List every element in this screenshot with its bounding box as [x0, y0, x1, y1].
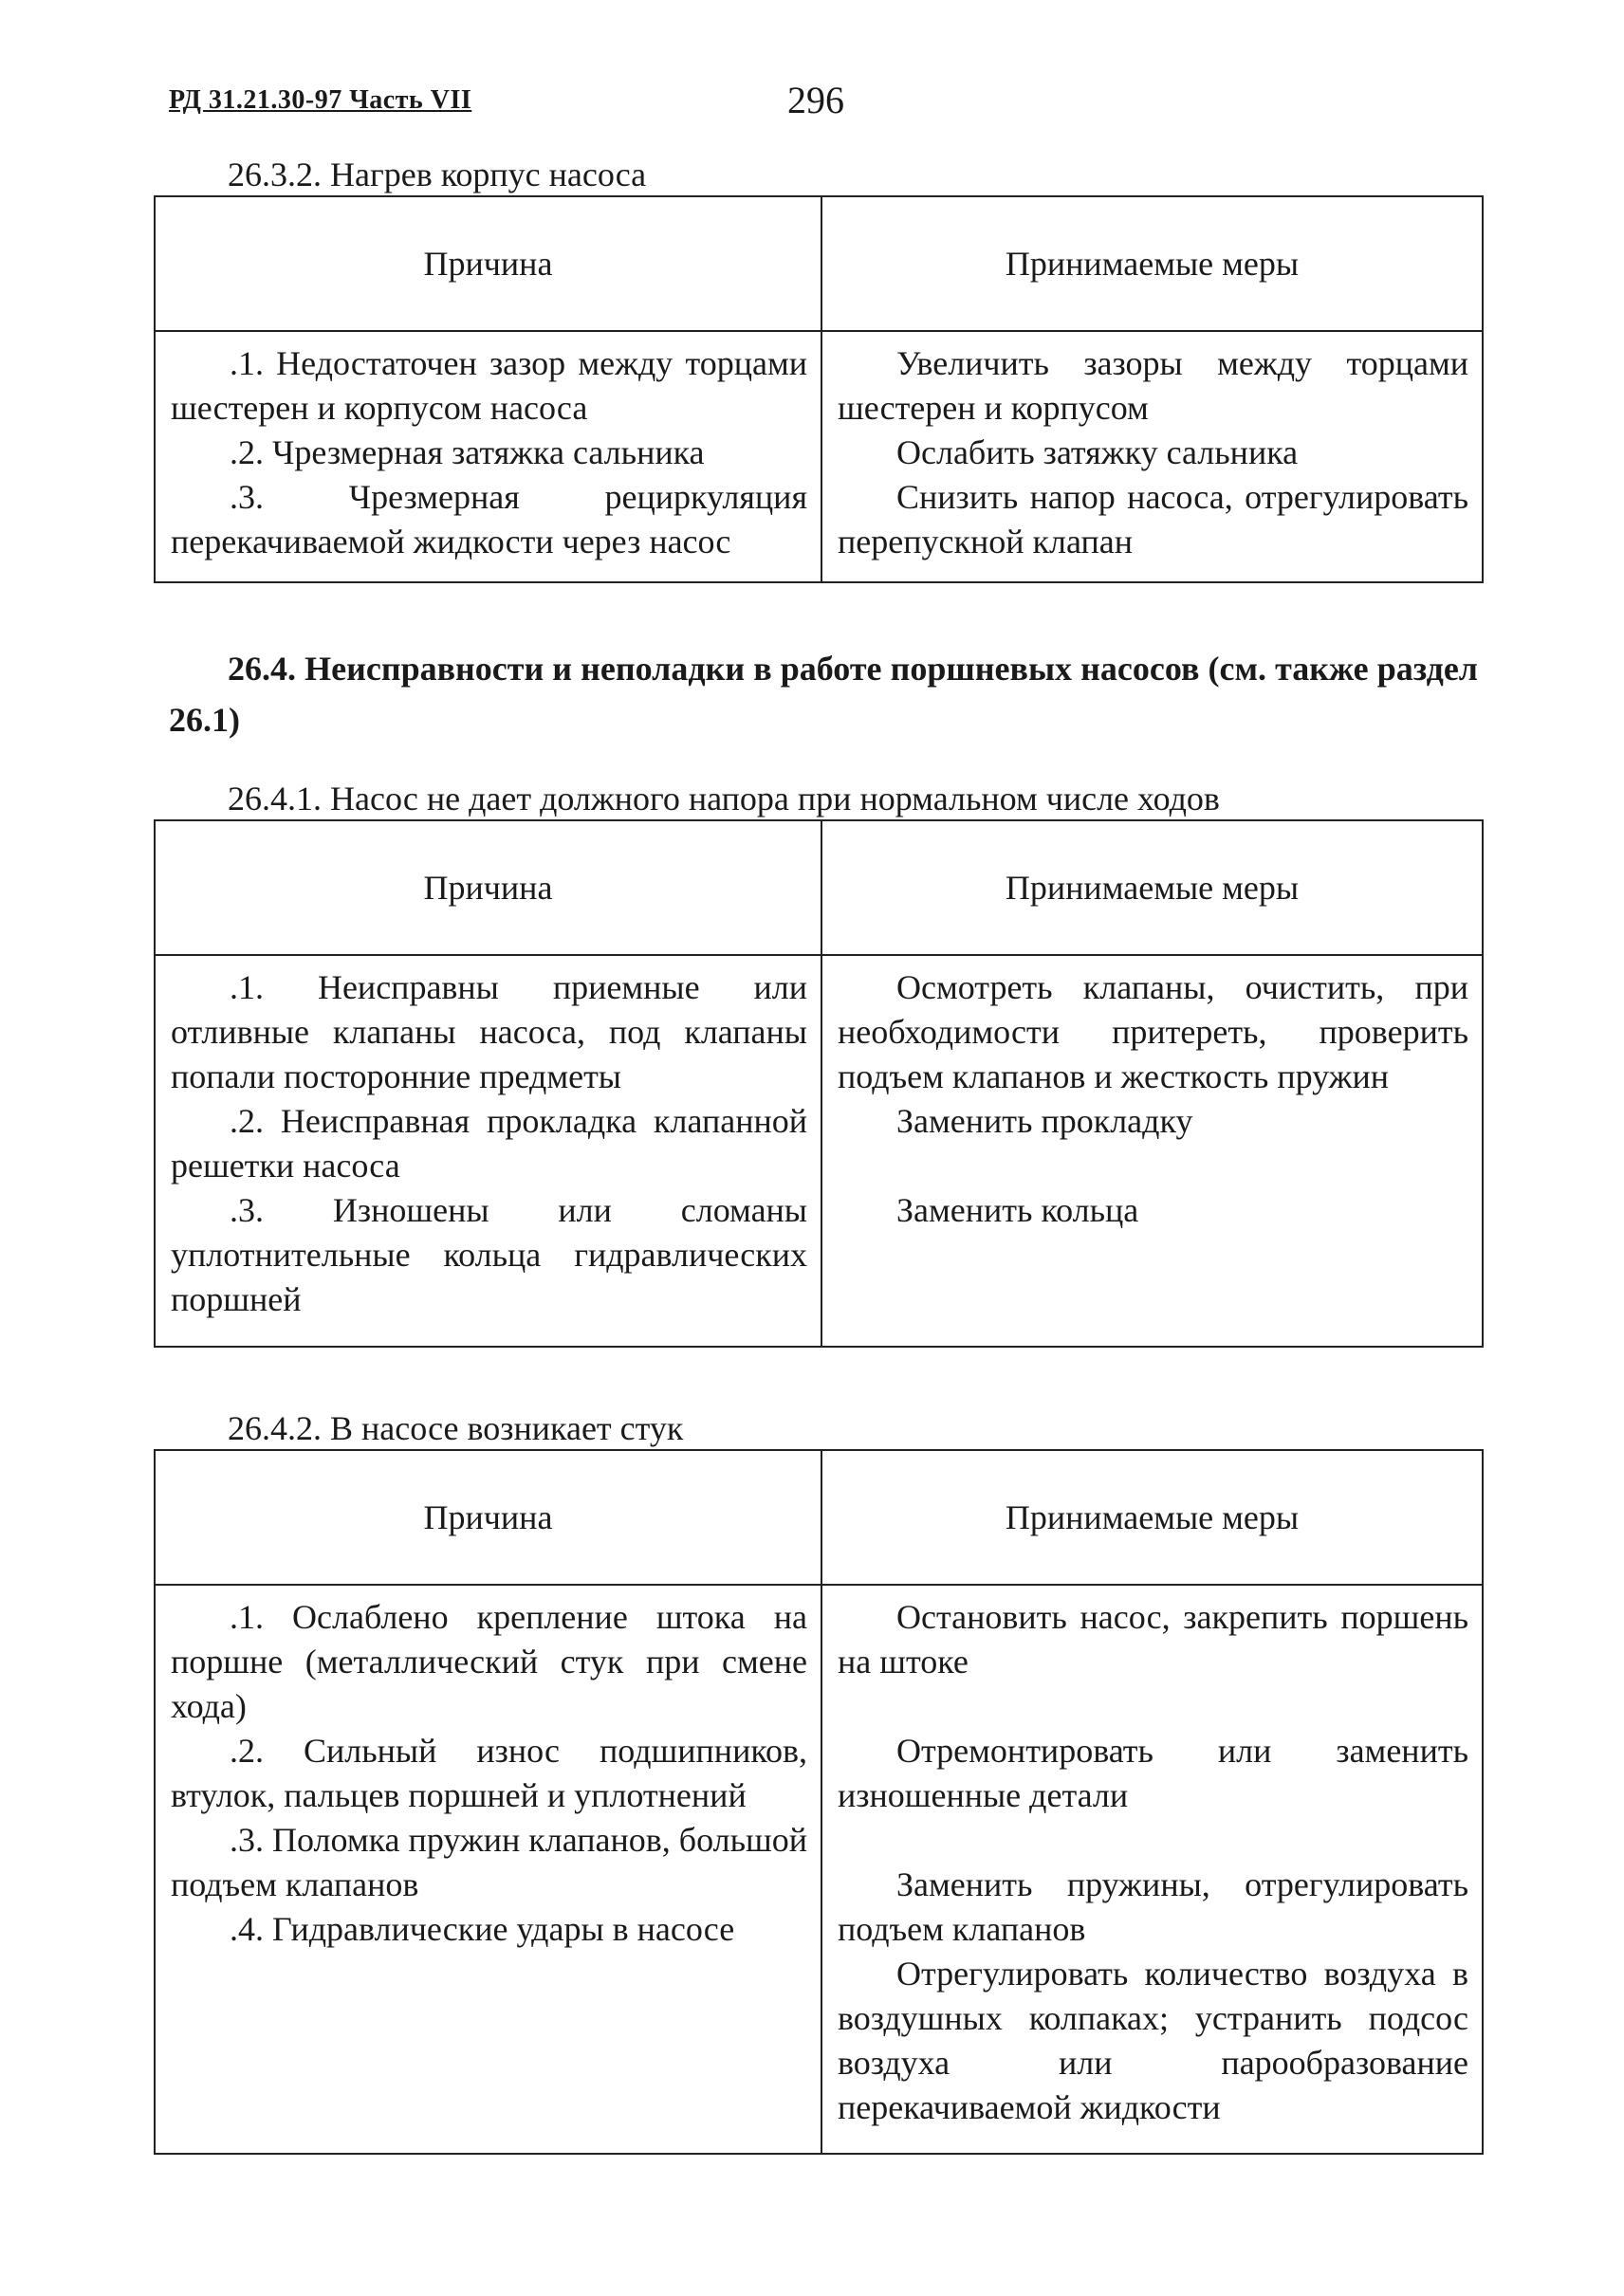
- table3-measure-2: Отремонтировать или заменить изношенные детали: [838, 1732, 1468, 1814]
- table3-measure-1: Остановить насос, закрепить поршень на штоке: [838, 1598, 1468, 1681]
- spacer: [838, 1144, 1468, 1188]
- table1-cause-3: .3. Чрезмерная рециркуляция перекачиваемой жидкости через насос: [171, 478, 807, 560]
- document-code: РД 31.21.30-97 Часть VII: [169, 85, 472, 115]
- table1-cause-1: .1. Недостаточен зазор между торцами шестерен и корпусом насоса: [171, 344, 807, 427]
- table1-header-row: [155, 196, 1483, 331]
- table2-measure-1: Осмотреть клапаны, очистить, при необходимости притереть, проверить подъем клапанов и жесткость пружин: [838, 968, 1468, 1095]
- table2-measure-3: Заменить кольца: [896, 1191, 1139, 1229]
- table2-measures-cell: [821, 955, 1483, 1347]
- table2: [154, 819, 1484, 1348]
- table3-header-row: [155, 1450, 1483, 1585]
- table3-cause-1: .1. Ослаблено крепление штока на поршне (металлический стук при смене хода): [171, 1598, 807, 1725]
- table3-cause-4: .4. Гидравлические удары в насосе: [230, 1910, 735, 1948]
- table2-col-cause: Причина: [155, 820, 821, 955]
- table3-col-measures: Принимаемые меры: [821, 1450, 1483, 1585]
- table1: [154, 195, 1484, 583]
- table1-measures-cell: [821, 331, 1483, 582]
- table1-measure-1: Увеличить зазоры между торцами шестерен и корпусом: [838, 344, 1468, 427]
- table3-col-cause: Причина: [155, 1450, 821, 1585]
- table1-caption: 26.3.2. Нагрев корпус насоса: [228, 156, 647, 193]
- table3-cause-2: .2. Сильный износ подшипников, втулок, пальцев поршней и уплотнений: [171, 1732, 807, 1814]
- table3-caption: 26.4.2. В насосе возникает стук: [228, 1409, 684, 1447]
- table3-measure-4: Отрегулировать количество воздуха в воздушных колпаках; устранить подсос воздуха или парообразование перекачиваемой жидкости: [838, 1955, 1468, 2126]
- spacer: [838, 1818, 1468, 1863]
- table3-cause-3: .3. Поломка пружин клапанов, большой подъем клапанов: [171, 1821, 807, 1903]
- table1-col-measures: Принимаемые меры: [821, 196, 1483, 331]
- table2-col-measures: Принимаемые меры: [821, 820, 1483, 955]
- table1-cause-2: .2. Чрезмерная затяжка сальника: [230, 433, 705, 471]
- table3-causes-cell: [155, 1585, 821, 2154]
- table2-causes-cell: [155, 955, 821, 1347]
- page-header: [169, 78, 1478, 125]
- table2-cause-3: .3. Изношены или сломаны уплотнительные кольца гидравлических поршней: [171, 1191, 807, 1318]
- table-row: [155, 1585, 1483, 2154]
- page-number: 296: [787, 79, 844, 121]
- table1-measure-3: Снизить напор насоса, отрегулировать перепускной клапан: [838, 478, 1468, 560]
- table-row: [155, 331, 1483, 582]
- section-heading: 26.4. Неисправности и неполадки в работе поршневых насосов (см. также раздел 26.1): [169, 650, 1478, 739]
- table2-header-row: [155, 820, 1483, 955]
- table2-cause-2: .2. Неисправная прокладка клапанной решетки насоса: [171, 1102, 807, 1185]
- table1-measure-2: Ослабить затяжку сальника: [896, 433, 1299, 471]
- table3-measures-cell: [821, 1585, 1483, 2154]
- table2-measure-2: Заменить прокладку: [896, 1102, 1193, 1140]
- table1-col-cause: Причина: [155, 196, 821, 331]
- table-row: [155, 955, 1483, 1347]
- table2-caption: 26.4.1. Насос не дает должного напора при нормальном числе ходов: [228, 780, 1220, 817]
- table2-cause-1: .1. Неисправны приемные или отливные клапаны насоса, под клапаны попали посторонние предметы: [171, 968, 807, 1095]
- table3: [154, 1449, 1484, 2155]
- table1-causes-cell: [155, 331, 821, 582]
- spacer: [838, 1684, 1468, 1729]
- table3-measure-3: Заменить пружины, отрегулировать подъем клапанов: [838, 1865, 1468, 1948]
